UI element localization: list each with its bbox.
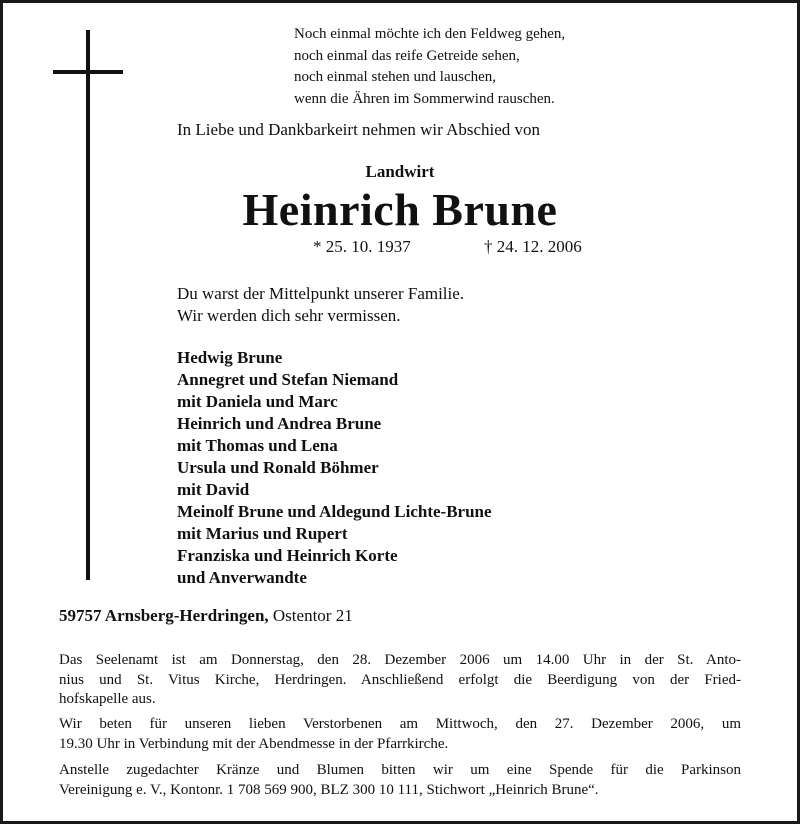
poem (294, 24, 565, 110)
birth-date: * 25. 10. 1937 (313, 237, 411, 256)
paragraph-line: nius und St. Vitus Kirche, Herdringen. Anschließend erfolgt die Beerdigung von der Fried- (59, 671, 741, 688)
mourner: Meinolf Brune und Aldegund Lichte-Brune (177, 502, 492, 521)
funeral-mass-info (59, 651, 741, 710)
mourner: und Anverwandte (177, 568, 307, 587)
deceased-name: Heinrich Brune (242, 184, 558, 235)
motto (177, 283, 464, 327)
mourners-list (177, 347, 492, 589)
mourner: Annegret und Stefan Niemand (177, 370, 399, 389)
paragraph-line: 19.30 Uhr in Verbindung mit der Abendmesse in der Pfarrkirche. (59, 735, 449, 752)
donation-info (59, 761, 741, 800)
intro-text: In Liebe und Dankbarkeirt nehmen wir Abschied von (177, 120, 541, 139)
cross-vertical-bar (86, 30, 90, 580)
mourner: mit David (177, 480, 250, 499)
mourner: Hedwig Brune (177, 348, 283, 367)
paragraph-line: Vereinigung e. V., Kontonr. 1 708 569 900, BLZ 300 10 111, Stichwort „Heinrich Brune“. (59, 781, 599, 798)
mourner: mit Thomas und Lena (177, 436, 338, 455)
poem-line: noch einmal stehen und lauschen, (294, 69, 497, 85)
address-street: Ostentor 21 (272, 606, 353, 625)
poem-line: noch einmal das reife Getreide sehen, (294, 47, 520, 64)
address-place: 59757 Arnsberg-Herdringen, (59, 606, 269, 625)
death-date: † 24. 12. 2006 (484, 237, 582, 256)
mourner: mit Daniela und Marc (177, 392, 338, 411)
motto-line: Wir werden dich sehr vermissen. (177, 306, 401, 325)
prayer-info (59, 715, 741, 754)
mourner: Ursula und Ronald Böhmer (177, 458, 379, 477)
cross-horizontal-bar (53, 70, 123, 74)
motto-line: Du warst der Mittelpunkt unserer Familie. (177, 284, 465, 303)
poem-line: Noch einmal möchte ich den Feldweg gehen, (294, 26, 566, 42)
occupation: Landwirt (365, 162, 435, 181)
address (59, 606, 353, 626)
paragraph-line: hofskapelle aus. (59, 691, 156, 707)
mourner: Franziska und Heinrich Korte (177, 546, 398, 565)
mourner: Heinrich und Andrea Brune (177, 414, 382, 433)
paragraph-line: Anstelle zugedachter Kränze und Blumen bitten wir um eine Spende für die Parkinson (59, 762, 741, 778)
paragraph-line: Wir beten für unseren lieben Verstorbenen am Mittwoch, den 27. Dezember 2006, um (59, 716, 741, 732)
paragraph-line: Das Seelenamt ist am Donnerstag, den 28. Dezember 2006 um 14.00 Uhr in der St. Anto- (59, 652, 741, 668)
mourner: mit Marius und Rupert (177, 524, 348, 543)
poem-line: wenn die Ähren im Sommerwind rauschen. (294, 90, 555, 107)
